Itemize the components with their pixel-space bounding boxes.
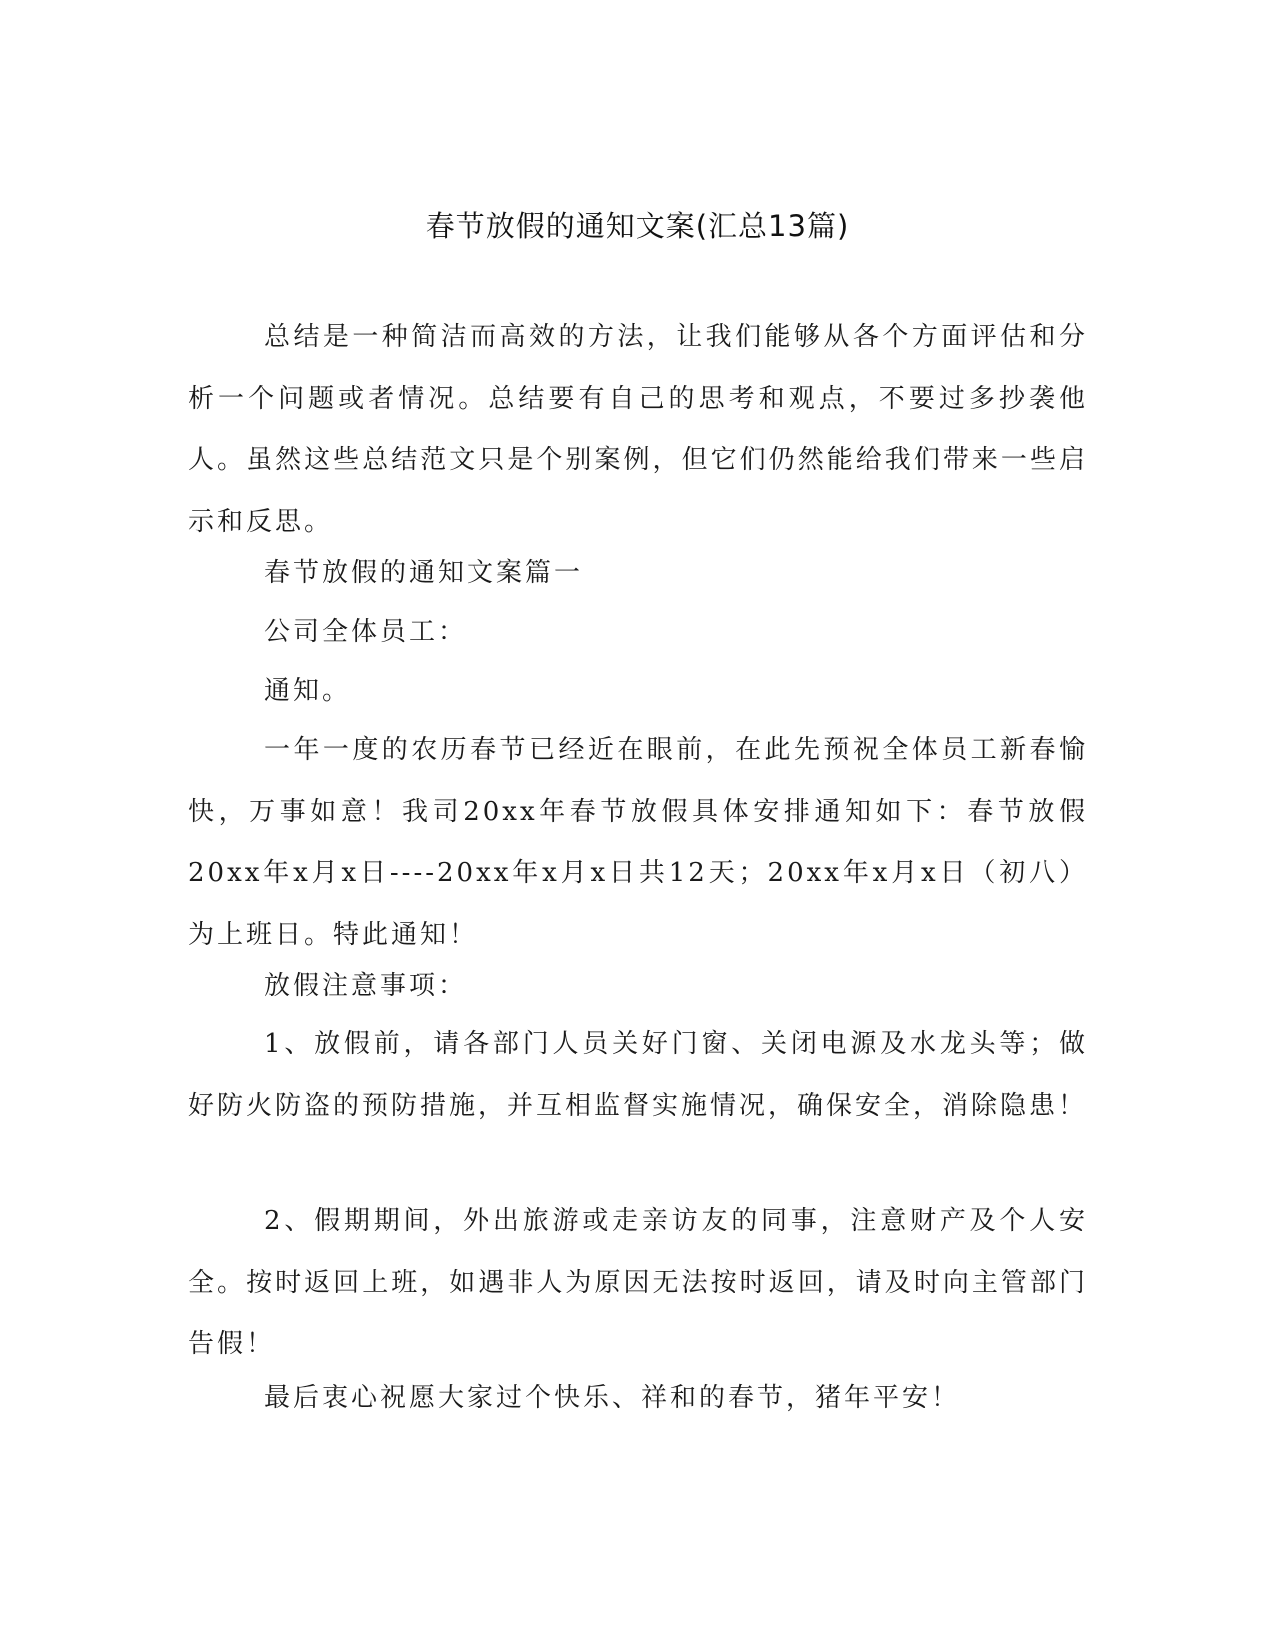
notes-heading: 放假注意事项： — [264, 971, 468, 1001]
closing-paragraph: 最后衷心祝愿大家过个快乐、祥和的春节，猪年平安！ — [264, 1383, 961, 1413]
note-item-1: 1、放假前，请各部门人员关好门窗、关闭电源及水龙头等；做好防火防盗的预防措施，并互相监督实施情况，确保安全，消除隐患！ — [188, 1029, 1088, 1121]
document-title: 春节放假的通知文案(汇总13篇) — [425, 209, 850, 243]
salutation: 公司全体员工： — [264, 617, 468, 647]
section-heading: 春节放假的通知文案篇一 — [264, 558, 584, 588]
intro-paragraph: 总结是一种简洁而高效的方法，让我们能够从各个方面评估和分析一个问题或者情况。总结要有自己的思考和观点，不要过多抄袭他人。虽然这些总结范文只是个别案例，但它们仍然能给我们带来一些启示和反思。 — [188, 322, 1088, 537]
holiday-schedule-paragraph: 一年一度的农历春节已经近在眼前，在此先预祝全体员工新春愉快，万事如意！我司20xx年春节放假具体安排通知如下：春节放假20xx年x月x日----20xx年x月x日共12天；20xx年x月x日（初八）为上班日。特此通知！ — [188, 735, 1088, 950]
notice-label: 通知。 — [264, 676, 352, 706]
note-item-2: 2、假期期间，外出旅游或走亲访友的同事，注意财产及个人安全。按时返回上班，如遇非人为原因无法按时返回，请及时向主管部门告假！ — [188, 1206, 1088, 1359]
